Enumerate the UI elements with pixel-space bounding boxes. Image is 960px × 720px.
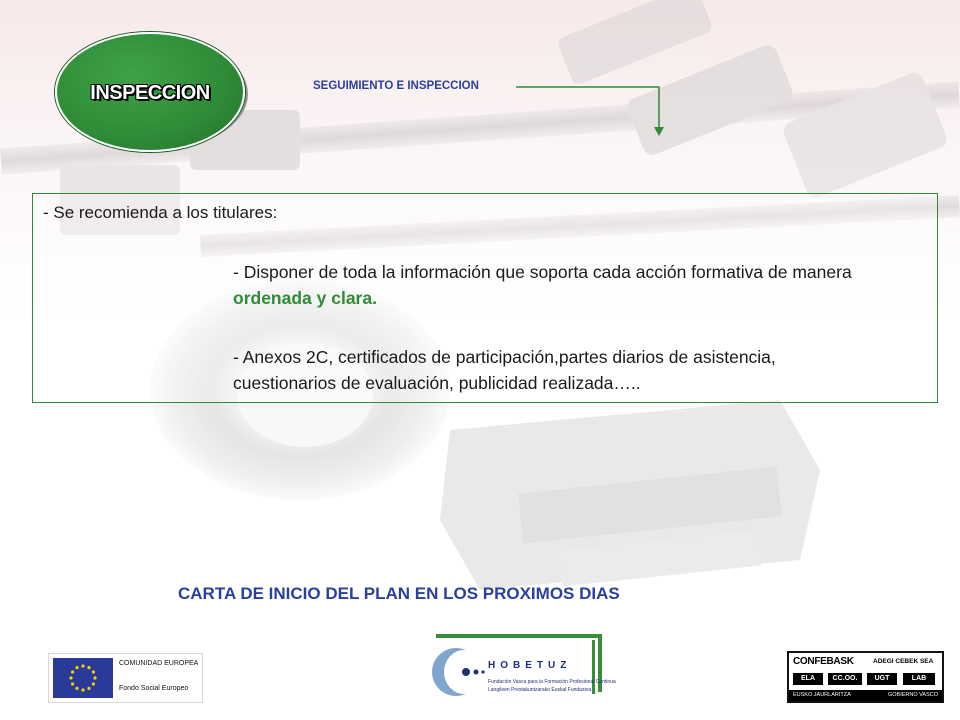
union-logo-ugt: UGT (867, 673, 897, 685)
gobierno-left-text: EUSKO JAURLARITZA (793, 692, 851, 698)
recommendations-box (32, 193, 938, 403)
hobetuz-name: HOBETUZ (488, 660, 572, 671)
confebask-orgs: ADEGI CEBEK SEA (873, 658, 934, 665)
hobetuz-frame-inner (592, 640, 595, 694)
eu-logo (48, 653, 203, 703)
item1-text: - Disponer de toda la información que soporta cada acción formativa de manera (233, 262, 852, 282)
hobetuz-card (428, 642, 616, 700)
item1-highlight: ordenada y clara. (233, 288, 377, 308)
union-logo-lab: LAB (903, 673, 935, 685)
hobetuz-logo (428, 634, 616, 702)
gobierno-vasco-bar (789, 690, 942, 701)
eu-text-community: COMUNIDAD EUROPEA (119, 660, 199, 667)
union-logo-ela: ELA (793, 673, 823, 685)
recommendation-item-2: - Anexos 2C, certificados de participación,partes diarios de asistencia, cuestionarios de evaluación, publicidad realizada….. (233, 347, 776, 393)
confebask-logo (787, 651, 944, 703)
hobetuz-subtitle-eu: Langileen Prestakuntzarako Euskal Fundazioa (488, 687, 592, 693)
badge-label: INSPECCION (90, 82, 210, 104)
intro-text: - Se recomienda a los titulares: (43, 203, 278, 222)
eu-flag-icon (53, 658, 113, 698)
gobierno-right-text: GOBIERNO VASCO (887, 692, 938, 698)
hobetuz-emblem-icon (430, 646, 486, 698)
hobetuz-subtitle-es: Fundación Vasca para la Formación Profesional Continua (488, 679, 616, 685)
carta-inicio-note: CARTA DE INICIO DEL PLAN EN LOS PROXIMOS DIAS (178, 584, 620, 603)
union-logo-ccoo: CC.OO. (828, 673, 862, 685)
section-title: SEGUIMIENTO E INSPECCION (313, 80, 479, 92)
union-logos (793, 673, 938, 687)
eu-text-fund: Fondo Social Europeo (119, 685, 189, 692)
hobetuz-frame (436, 634, 602, 638)
recommendation-item-1 (233, 259, 883, 311)
confebask-title: CONFEBASK (793, 656, 854, 667)
